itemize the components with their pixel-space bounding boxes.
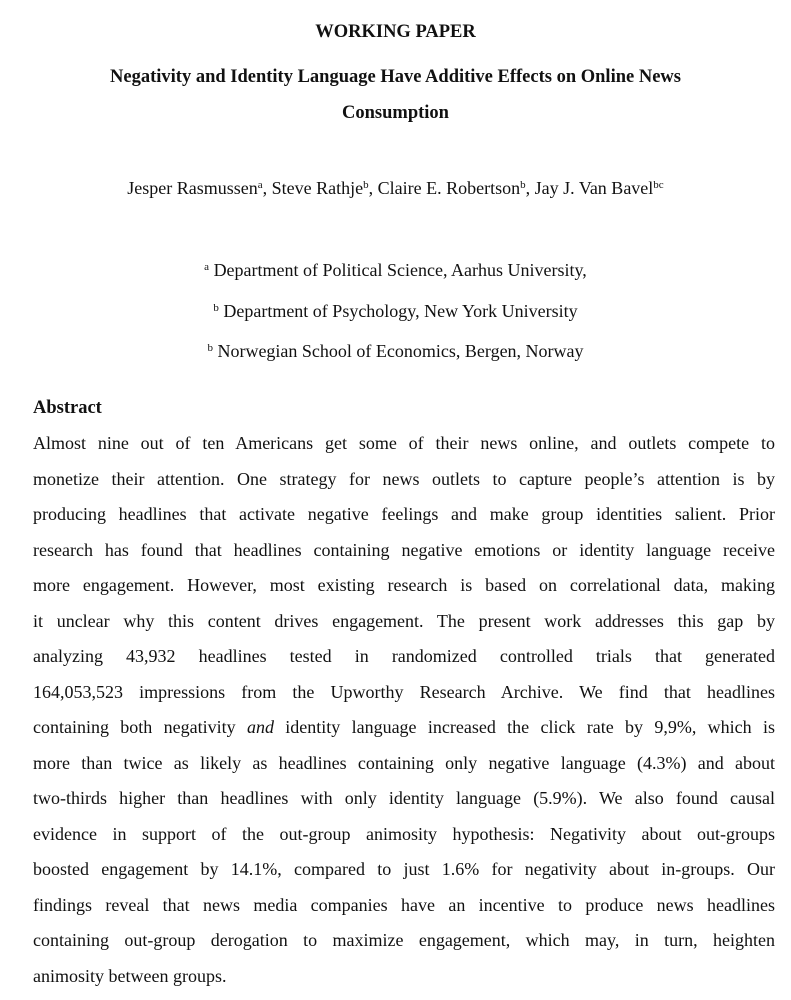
author-name: Jay J. Van Bavel xyxy=(534,178,654,198)
abstract-line: more than twice as likely as headlines containing only negative language (4.3%) and about xyxy=(33,752,775,773)
abstract-line: monetize their attention. One strategy for news outlets to capture people’s attention is by xyxy=(33,468,775,489)
abstract-line-text: containing both negativity xyxy=(33,717,247,737)
abstract-line: producing headlines that activate negative feelings and make group identities salient. Prior xyxy=(33,504,775,524)
author-list xyxy=(0,175,791,201)
affiliation xyxy=(0,338,791,364)
affiliation-mark: b xyxy=(207,342,213,354)
abstract-line: analyzing 43,932 headlines tested in randomized controlled trials that generated xyxy=(33,646,775,666)
affiliation-text: Norwegian School of Economics, Bergen, Norway xyxy=(217,341,584,361)
abstract-line xyxy=(33,710,775,746)
author-name: Claire E. Robertson xyxy=(377,178,521,198)
paper-title xyxy=(60,59,731,131)
author-separator: , xyxy=(525,178,535,198)
affiliation-mark: a xyxy=(204,261,210,273)
abstract-line: Almost nine out of ten Americans get some of their news online, and outlets compete to xyxy=(33,433,775,453)
affiliation-mark: b xyxy=(213,302,219,314)
abstract-line: findings reveal that news media companies have an incentive to produce news headlines xyxy=(33,894,775,915)
abstract-line: it unclear why this content drives engagement. The present work addresses this gap by xyxy=(33,610,775,631)
paper-title-line-2: Consumption xyxy=(342,103,449,123)
abstract-line: containing out-group derogation to maximize engagement, which may, in turn, heighten xyxy=(33,930,775,950)
paper-title-line-1: Negativity and Identity Language Have Additive Effects on Online News xyxy=(110,67,681,87)
author-affiliation-mark: b xyxy=(363,179,369,191)
abstract-heading: Abstract xyxy=(33,398,102,418)
affiliation xyxy=(0,298,791,324)
author-affiliation-mark: b xyxy=(520,179,526,191)
emphasis-and: and xyxy=(246,717,274,737)
author xyxy=(127,178,262,198)
author-separator: , xyxy=(262,178,272,198)
author-separator: , xyxy=(368,178,378,198)
abstract-line: evidence in support of the out-group animosity hypothesis: Negativity about out-groups xyxy=(33,823,775,844)
author-name: Steve Rathje xyxy=(271,178,364,198)
abstract-line: two-thirds higher than headlines with only identity language (5.9%). We also found causal xyxy=(33,788,775,808)
abstract-line: 164,053,523 impressions from the Upworthy Research Archive. We find that headlines xyxy=(33,681,775,702)
affiliation xyxy=(0,257,791,283)
author-affiliation-mark: a xyxy=(257,179,263,191)
author-affiliation-mark: bc xyxy=(653,179,664,191)
abstract-line-text: identity language increased the click rate by 9,9%, which is xyxy=(273,717,775,737)
abstract-line: boosted engagement by 14.1%, compared to just 1.6% for negativity about in-groups. Our xyxy=(33,859,775,879)
author-name: Jesper Rasmussen xyxy=(127,178,258,198)
abstract-line: more engagement. However, most existing research is based on correlational data, making xyxy=(33,575,775,595)
working-paper-label: WORKING PAPER xyxy=(315,22,476,42)
abstract-body xyxy=(33,426,775,994)
affiliation-text: Department of Psychology, New York University xyxy=(223,301,578,321)
abstract-line: research has found that headlines containing negative emotions or identity language receive xyxy=(33,539,775,560)
author xyxy=(535,178,664,198)
abstract-line: animosity between groups. xyxy=(33,965,227,986)
author xyxy=(272,178,369,198)
affiliation-text: Department of Political Science, Aarhus University, xyxy=(213,260,587,280)
author xyxy=(378,178,526,198)
